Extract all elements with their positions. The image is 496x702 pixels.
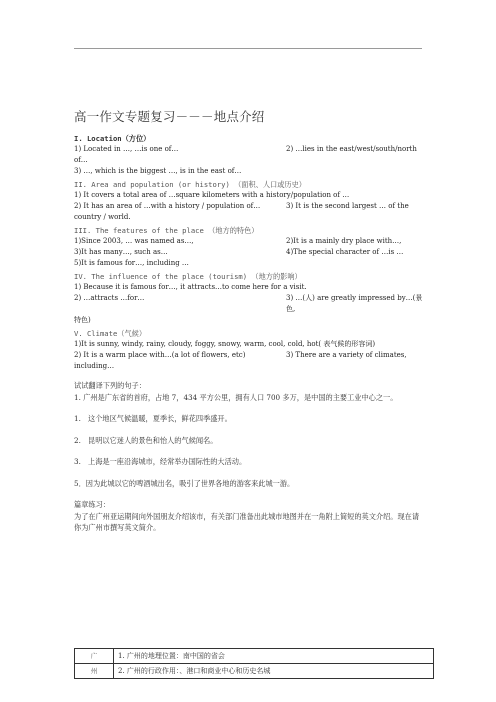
features-item-2: 2)It is a mainly dry place with…, bbox=[286, 237, 402, 245]
header-rule bbox=[74, 48, 422, 49]
page-title: 高一作文专题复习－－－地点介绍 bbox=[74, 109, 265, 124]
table-side-label-top: 广 bbox=[75, 649, 114, 664]
location-item-3: 3) …, which is the biggest …, is in the east of… bbox=[74, 167, 242, 175]
influence-row-2 bbox=[74, 293, 426, 315]
outline-table bbox=[74, 648, 434, 679]
translate-sentence-3: 2. 昆明以它迷人的景色和怡人的气候闻名。 bbox=[74, 435, 218, 445]
climate-item-3: 3) There are a variety of climates, bbox=[286, 351, 407, 359]
location-item-2-cont: of… bbox=[74, 156, 88, 164]
influence-item-2: 2) …attracts …for… bbox=[74, 294, 145, 302]
translate-sentence-5: 5．因为此城以它的啤酒城出名，吸引了世界各地的游客来此城一游。 bbox=[74, 478, 295, 488]
section-location-heading: I. Location（方位） bbox=[74, 134, 151, 143]
area-item-1: 1) It covers a total area of …square kilometers with a history/population of … bbox=[74, 191, 350, 199]
section-climate-heading: V. Climate（气候） bbox=[74, 329, 147, 338]
influence-item-1: 1) Because it is famous for…, it attracts…to come here for a visit. bbox=[74, 283, 307, 291]
influence-item-3-cont: 特色) bbox=[74, 316, 91, 324]
translate-sentence-4: 3. 上海是一座沿海城市，经常举办国际性的大活动。 bbox=[74, 457, 247, 466]
translate-sentence-1: 1. 广州是广东省的首府，占地 7，434 平方公里，拥有人口 700 多万，是中国的主要工业中心之一。 bbox=[74, 392, 398, 402]
table-cell: 1. 广州的地理位置：南中国的省会 bbox=[114, 649, 434, 664]
section-features-heading: III. The features of the place （地方的特色） bbox=[74, 226, 259, 235]
section-area-heading: II. Area and population (or history) （面积、人口或历史） bbox=[74, 180, 306, 189]
features-row-1 bbox=[74, 236, 426, 247]
area-item-3: 3) It is the second largest … of the bbox=[286, 202, 409, 210]
features-item-5: 5)It is famous for…, including … bbox=[74, 259, 189, 267]
features-row-2 bbox=[74, 247, 426, 258]
location-item-2: 2) …lies in the east/west/south/north bbox=[286, 145, 417, 153]
area-row-2 bbox=[74, 201, 426, 212]
climate-item-2: 2) It is a warm place with…(a lot of flowers, etc) bbox=[74, 351, 246, 359]
climate-item-1: 1)It is sunny, windy, rainy, cloudy, foggy, snowy, warm, cool, cold, hot( 表气候的形容词) bbox=[74, 340, 376, 348]
features-item-1: 1)Since 2003, … was named as…, bbox=[74, 237, 194, 245]
location-item-1: 1) Located in …, …is one of… bbox=[74, 145, 179, 153]
area-item-3-cont: country / world. bbox=[74, 213, 131, 221]
table-side-label-bottom: 州 bbox=[75, 664, 114, 679]
practice-heading: 篇章练习： bbox=[74, 500, 110, 509]
climate-row-2 bbox=[74, 350, 426, 361]
section-influence-heading: IV. The influence of the place (tourism) （地方的影响） bbox=[74, 272, 302, 281]
translate-sentence-2: 1. 这个地区气候温暖，夏季长，鲜花四季盛开。 bbox=[74, 414, 232, 423]
location-row-1 bbox=[74, 144, 426, 155]
document-body bbox=[74, 107, 426, 534]
table-cell: 2. 广州的行政作用：、港口和商业中心和历史名城 bbox=[114, 664, 434, 679]
area-item-2: 2) It has an area of …with a history / population of… bbox=[74, 202, 261, 210]
climate-item-3-cont: including… bbox=[74, 362, 115, 370]
practice-description: 为了在广州亚运期间向外国朋友介绍该市，有关部门准备出此城市地图并在一角附上简短的英文介绍。现在请你为广州市撰写英文简介。 bbox=[74, 511, 420, 532]
table-row bbox=[75, 664, 434, 679]
features-item-3: 3)It has many…, such as… bbox=[74, 248, 168, 256]
translate-heading: 试试翻译下列的句子： bbox=[74, 381, 146, 390]
influence-item-3: 3) …(人) are greatly impressed by…(景色, bbox=[286, 294, 423, 313]
features-item-4: 4)The special character of …is … bbox=[286, 248, 404, 256]
table-row bbox=[75, 649, 434, 664]
